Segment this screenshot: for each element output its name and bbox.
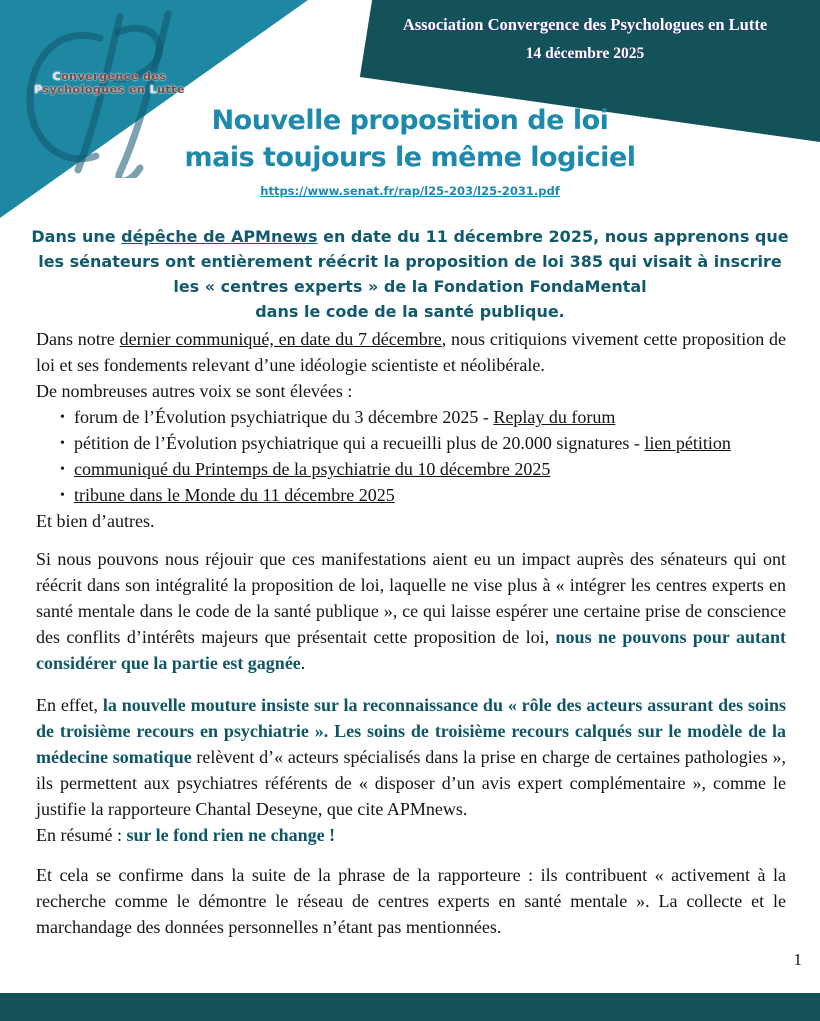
text-segment: relèvent d’« acteurs spécialisés dans la prise en charge de certaines pathologies », ils permettent aux psychiatres référents de « disposer d’un avis expert complémentaire », comme le justifie la rapporteure Chantal Deseyne, que cite APMnews. (36, 747, 786, 819)
text-segment: De nombreuses autres voix se sont élevées : (36, 381, 353, 401)
text-segment: pétition de l’Évolution psychiatrique qui a recueilli plus de 20.000 signatures - (74, 433, 645, 453)
text-segment: les « centres experts » de la Fondation FondaMental (173, 277, 647, 296)
inline-link[interactable]: Replay du forum (493, 407, 616, 427)
footer-bar (0, 993, 820, 1021)
page-number: 1 (793, 950, 802, 969)
text-segment: la nouvelle mouture insiste sur la reconnaissance du « rôle des acteurs assurant des soins de troisième recours en psychiatrie ». Les soins de troisième recours calqués sur le modèle de la médecine somatique (36, 695, 787, 767)
text-segment: P (34, 83, 43, 96)
text-segment: Et cela se confirme dans la suite de la phrase de la rapporteure : ils contribuent « activement à la recherche comme le démontre le réseau de centres experts en santé mentale ». La collecte et le marchandage des données personnelles n’étant pas mentionnées. (36, 865, 786, 937)
header-info (370, 14, 800, 65)
inline-link[interactable]: tribune dans le Monde du 11 décembre 2025 (74, 485, 395, 505)
issue-date: 14 décembre 2025 (525, 45, 645, 62)
paragraph-3 (36, 692, 786, 848)
text-segment: forum de l’Évolution psychiatrique du 3 décembre 2025 - (74, 407, 494, 427)
inline-link[interactable]: lien pétition (644, 433, 731, 453)
logo-label-line2 (22, 83, 197, 96)
document-body (36, 326, 786, 940)
doc-title-line1: Nouvelle proposition de loi (211, 105, 609, 136)
paragraph-1 (36, 326, 786, 404)
text-segment: utte (157, 83, 185, 96)
voices-list (36, 404, 786, 508)
text-segment: Dans une (31, 227, 122, 246)
text-segment: . (300, 653, 306, 673)
doc-title-line2: mais toujours le même logiciel (184, 142, 636, 173)
list-item (60, 404, 786, 430)
text-segment: En effet, (36, 695, 103, 715)
text-segment: L (149, 83, 158, 96)
text-segment: dans le code de la santé publique. (255, 302, 565, 321)
association-name: Association Convergence des Psychologues en Lutte (402, 15, 768, 34)
page-title (40, 102, 780, 176)
senat-report-link[interactable]: https://www.senat.fr/rap/l25-203/l25-2031.pdf (260, 184, 560, 198)
text-segment: sychologues en (42, 83, 150, 96)
text-segment: En résumé : (36, 825, 127, 845)
after-list-line: Et bien d’autres. (36, 511, 155, 531)
logo-label (22, 70, 197, 96)
inline-link[interactable]: dépêche de APMnews (121, 227, 318, 246)
text-segment: nous ne pouvons pour autant considérer que la partie est gagnée (36, 627, 786, 673)
paragraph-4 (36, 862, 786, 940)
text-segment: Si nous pouvons nous réjouir que ces manifestations aient eu un impact auprès des sénateurs qui ont réécrit dans son intégralité la proposition de loi, laquelle ne vise plus à « intégrer les centres experts en santé mentale dans le code de la santé publique », ce qui laisse espérer une certaine prise de conscience des conflits d’intérêts majeurs que présentait cette proposition de loi, (36, 549, 786, 647)
text-segment: , nous critiquions vivement cette proposition de loi et ses fondements relevant d’une idéologie scientiste et néolibérale. (36, 329, 786, 375)
paragraph-2 (36, 546, 786, 676)
text-segment: en date du 11 décembre 2025, nous apprenons que (317, 227, 789, 246)
logo-label-line1 (22, 70, 197, 83)
text-segment: les sénateurs ont entièrement réécrit la proposition de loi 385 qui visait à inscrire (38, 252, 782, 271)
text-segment: onvergence des (61, 70, 167, 83)
inline-link[interactable]: dernier communiqué, en date du 7 décembre (119, 329, 442, 349)
text-segment: C (52, 70, 62, 83)
text-segment: Dans notre (36, 329, 120, 349)
inline-link[interactable]: communiqué du Printemps de la psychiatrie du 10 décembre 2025 (74, 459, 551, 479)
doc-link-row (40, 182, 780, 200)
list-item (60, 430, 786, 456)
text-segment: sur le fond rien ne change ! (126, 825, 336, 845)
list-item (60, 456, 786, 482)
list-item (60, 482, 786, 508)
intro-paragraph (28, 224, 792, 324)
